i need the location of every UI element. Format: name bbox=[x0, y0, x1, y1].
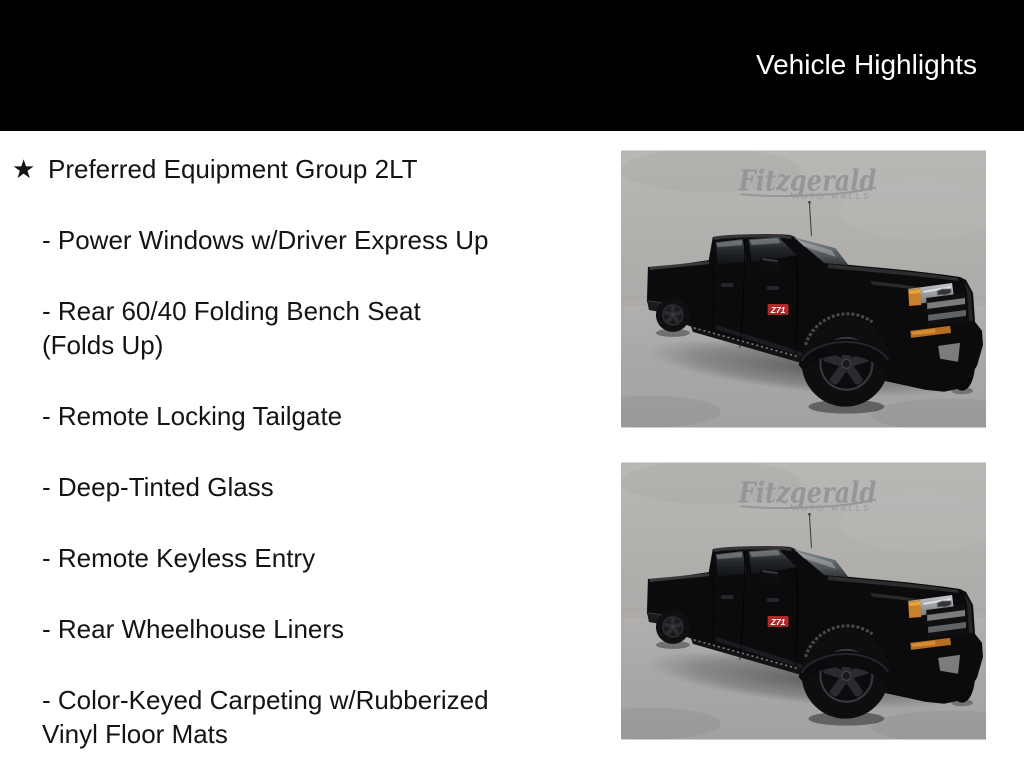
feature-line: - Remote Locking Tailgate bbox=[42, 401, 343, 431]
feature-item bbox=[12, 399, 590, 433]
page-title: Vehicle Highlights bbox=[755, 49, 977, 80]
feature-group-title: Preferred Equipment Group 2LT bbox=[48, 154, 418, 184]
feature-section bbox=[12, 152, 597, 751]
feature-list bbox=[12, 223, 597, 751]
feature-line: - Deep-Tinted Glass bbox=[42, 472, 274, 502]
feature-item bbox=[12, 223, 590, 257]
feature-item bbox=[12, 612, 590, 646]
feature-line: - Color-Keyed Carpeting w/Rubberized bbox=[42, 685, 489, 715]
feature-line: - Power Windows w/Driver Express Up bbox=[42, 225, 489, 255]
vehicle-photo-bottom bbox=[621, 462, 986, 740]
feature-line: Vinyl Floor Mats bbox=[42, 719, 228, 749]
feature-line: - Remote Keyless Entry bbox=[42, 543, 316, 573]
feature-line: - Rear Wheelhouse Liners bbox=[42, 614, 345, 644]
feature-line: (Folds Up) bbox=[42, 330, 164, 360]
feature-group-heading bbox=[12, 152, 597, 186]
feature-item bbox=[12, 294, 590, 362]
header-bar bbox=[0, 0, 1024, 131]
vehicle-photo-top bbox=[621, 150, 986, 428]
feature-item bbox=[12, 470, 590, 504]
star-bullet-icon: ★ bbox=[12, 154, 36, 184]
feature-item bbox=[12, 541, 590, 575]
feature-line: - Rear 60/40 Folding Bench Seat bbox=[42, 296, 421, 326]
feature-item bbox=[12, 683, 590, 751]
